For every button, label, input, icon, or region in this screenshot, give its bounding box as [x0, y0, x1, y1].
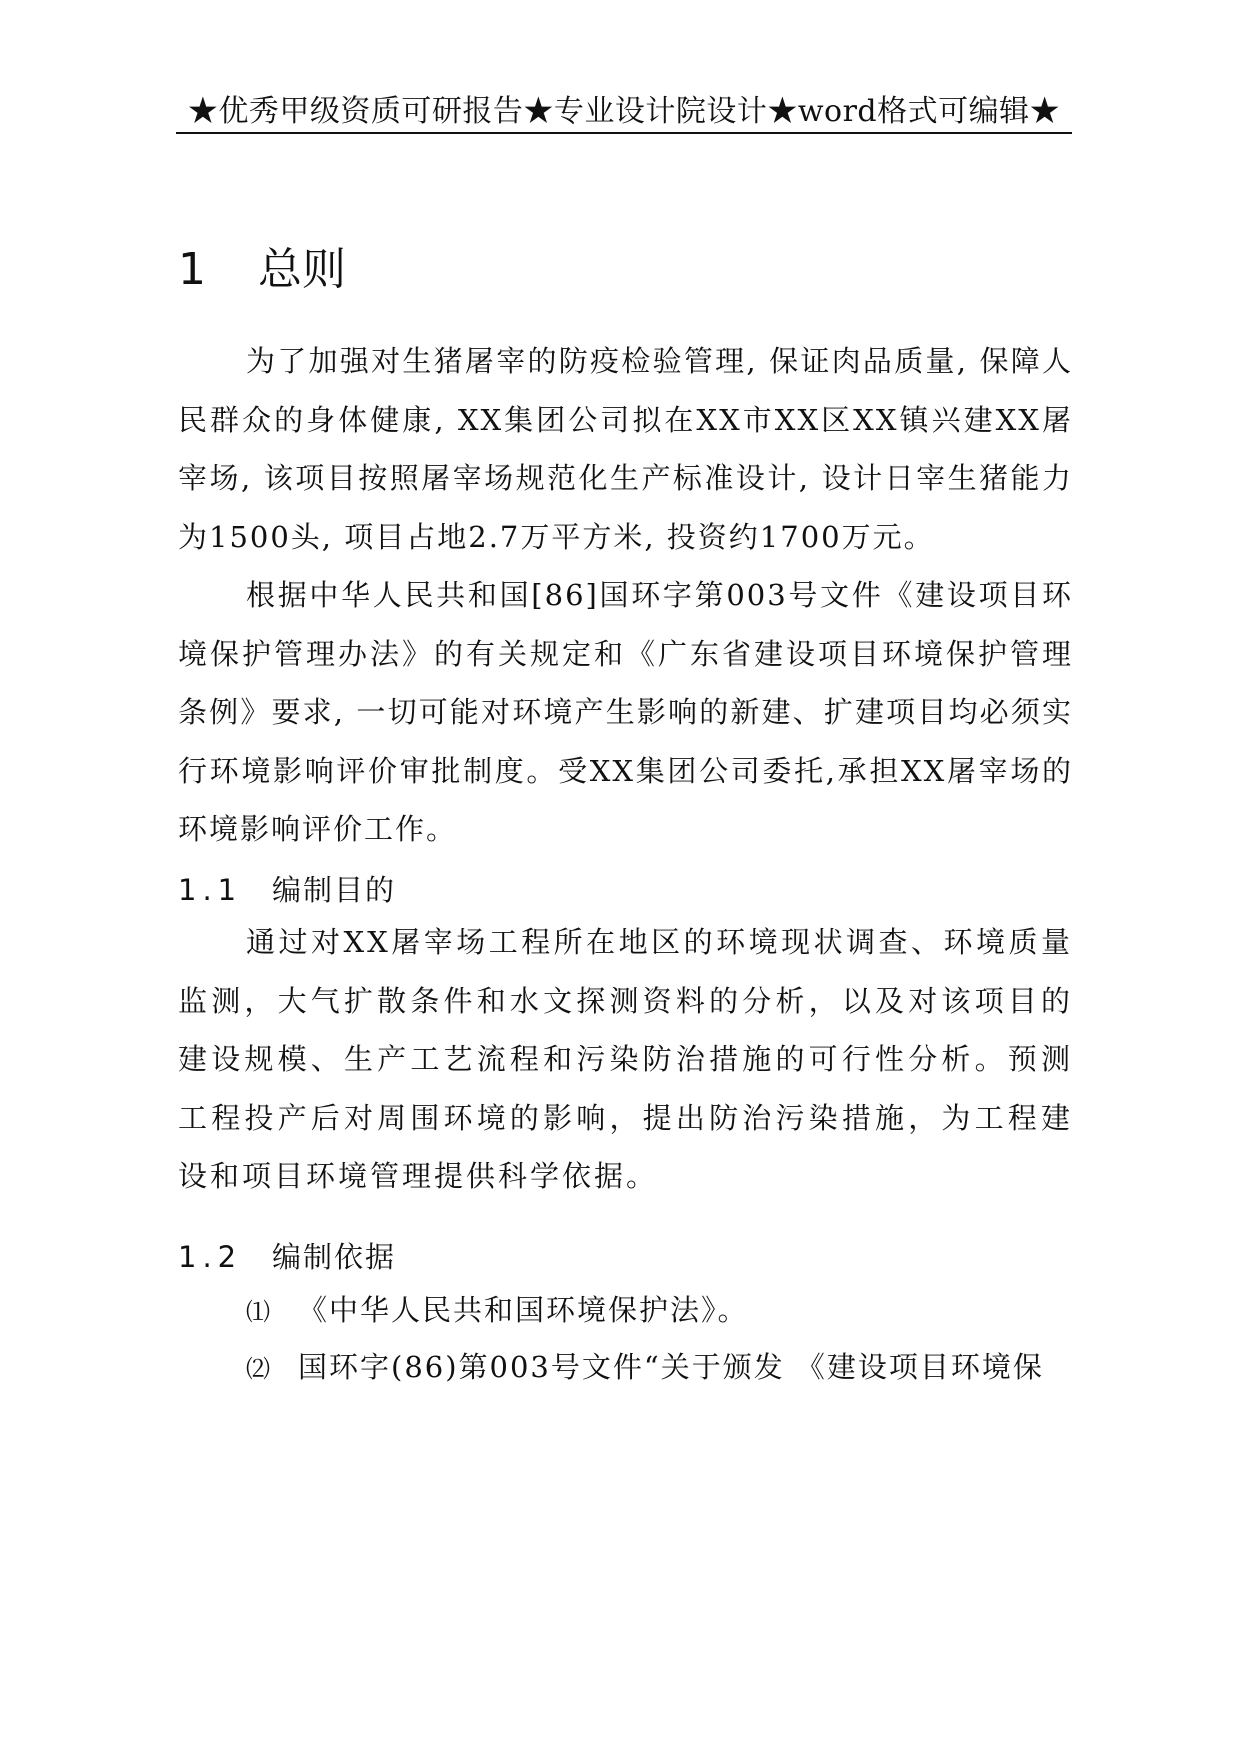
section-1-1-paragraph: 通过对XX屠宰场工程所在地区的环境现状调查、环境质量监测，大气扩散条件和水文探测资料的分析，以及对该项目的建设规模、生产工艺流程和污染防治措施的可行性分析。预测工程投产后对周围环境的影响，提出防治污染措施，为工程建设和项目环境管理提供科学依据。	[178, 925, 1073, 1194]
chapter-number: 1	[178, 244, 206, 295]
intro-paragraph-1: 为了加强对生猪屠宰的防疫检验管理, 保证肉品质量, 保障人民群众的身体健康, XX集团公司拟在XX市XX区XX镇兴建XX屠宰场, 该项目按照屠宰场规范化生产标准设计, 设计日宰生猪能力为1500头, 项目占地2.7万平方米, 投资约1700万元。	[178, 344, 1073, 554]
list-item-text: 国环字(86)第003号文件“关于颁发 《建设项目环境保	[298, 1350, 1044, 1384]
section-heading-1-1	[178, 870, 396, 910]
chapter-heading	[178, 240, 346, 300]
section-title: 编制目的	[272, 873, 397, 907]
section-number: 1.1	[178, 873, 243, 907]
section-title: 编制依据	[272, 1240, 397, 1274]
section-heading-1-2	[178, 1237, 396, 1277]
list-item	[246, 1290, 1076, 1332]
list-marker: ⑵	[246, 1355, 272, 1383]
list-item	[246, 1347, 1076, 1389]
chapter-title: 总则	[258, 244, 346, 295]
page-header: ★优秀甲级资质可研报告★专业设计院设计★word格式可编辑★	[187, 94, 1061, 129]
section-number: 1.2	[178, 1240, 243, 1274]
list-item-text: 《中华人民共和国环境保护法》。	[298, 1293, 749, 1327]
header-rule	[176, 132, 1072, 134]
list-marker: ⑴	[246, 1298, 272, 1326]
intro-paragraph-2: 根据中华人民共和国[86]国环字第003号文件《建设项目环境保护管理办法》的有关规定和《广东省建设项目环境保护管理条例》要求, 一切可能对环境产生影响的新建、扩建项目均必须实行环境影响评价审批制度。受XX集团公司委托,承担XX屠宰场的环境影响评价工作。	[178, 578, 1073, 847]
